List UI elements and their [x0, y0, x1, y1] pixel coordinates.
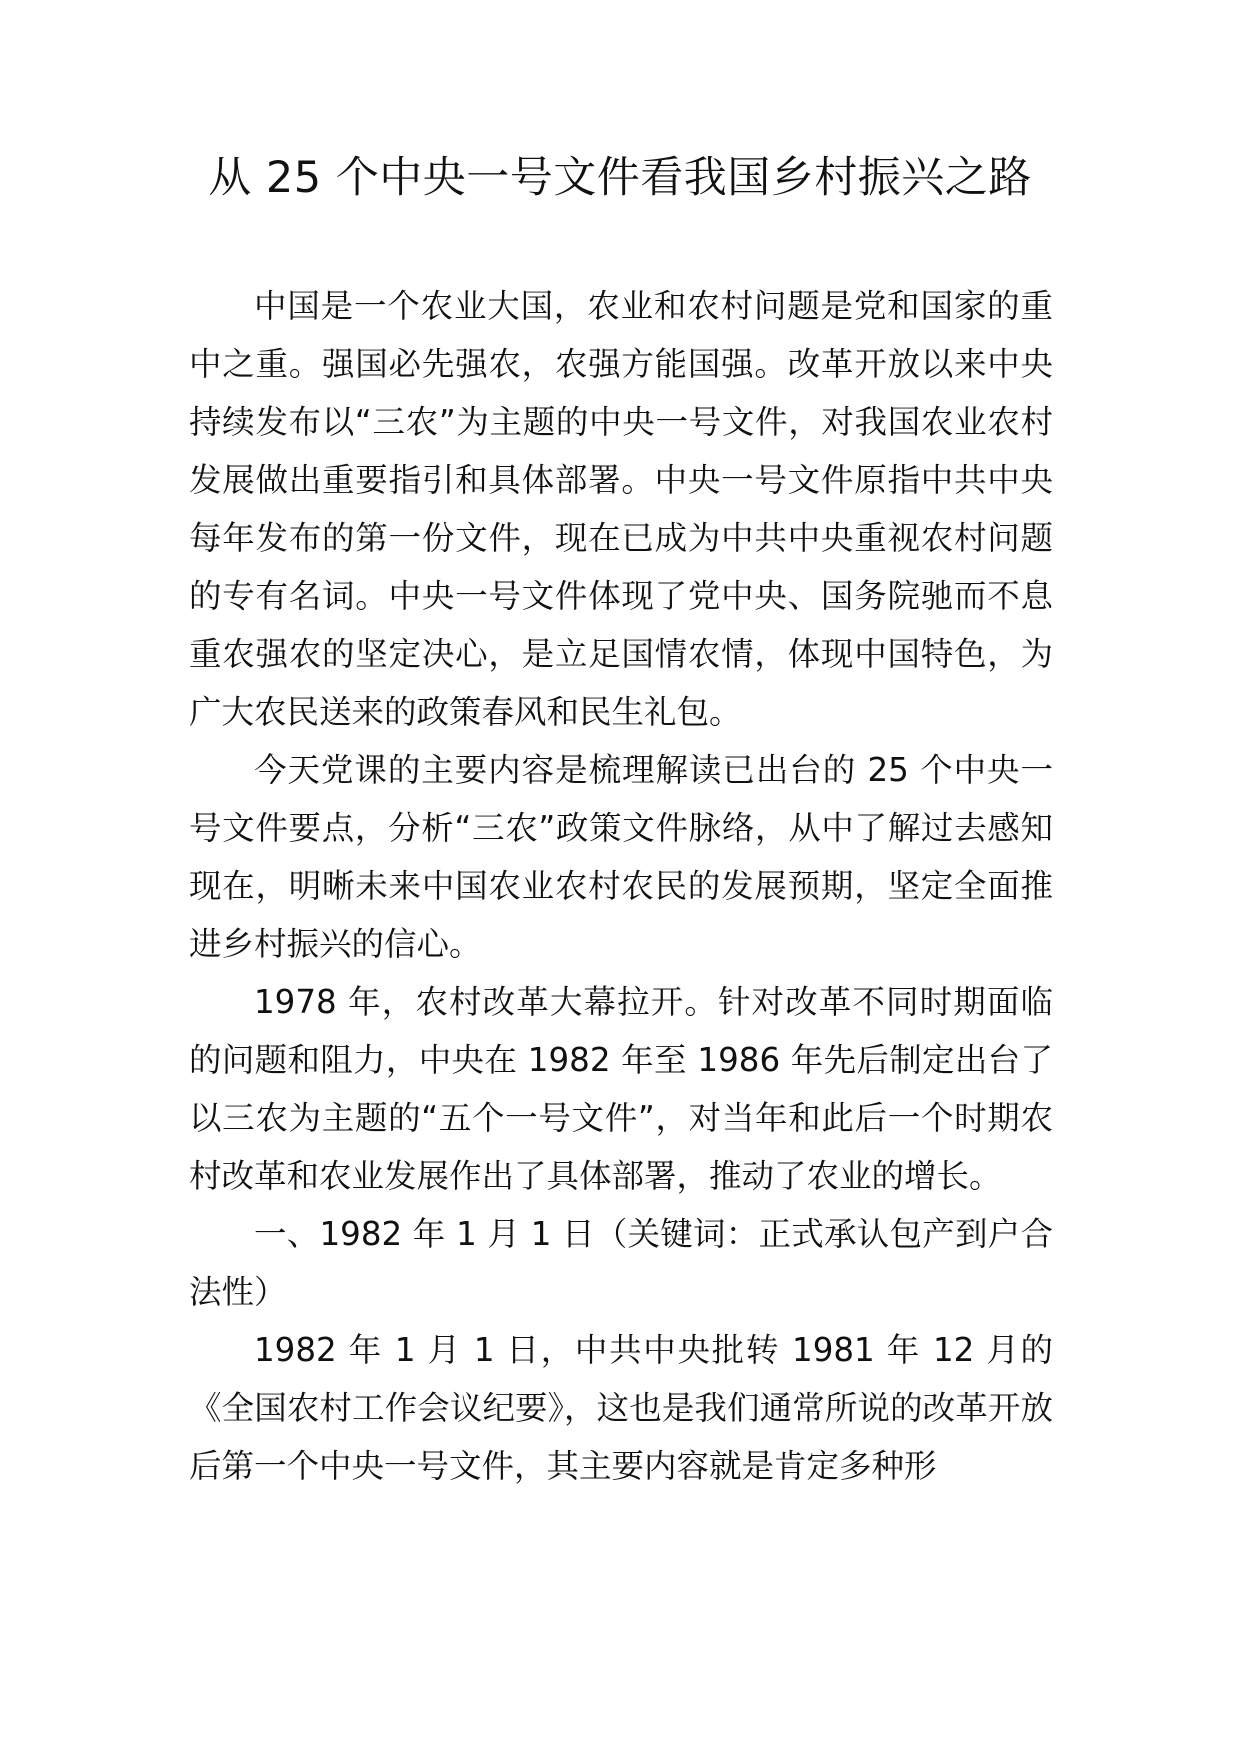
section-heading-1982: 一、1982 年 1 月 1 日（关键词：正式承认包产到户合法性）	[189, 1215, 1053, 1311]
paragraph-1982-document: 1982 年 1 月 1 日，中共中央批转 1981 年 12 月的《全国农村工作会议纪要》，这也是我们通常所说的改革开放后第一个中央一号文件，其主要内容就是肯定多种形	[189, 1331, 1053, 1485]
paragraph-reform-1978: 1978 年，农村改革大幕拉开。针对改革不同时期面临的问题和阻力，中央在 1982 年至 1986 年先后制定出台了以三农为主题的“五个一号文件”，对当年和此后一个时期农村改革和农业发展作出了具体部署，推动了农业的增长。	[189, 983, 1053, 1195]
document-title: 从 25 个中央一号文件看我国乡村振兴之路	[208, 153, 1032, 203]
document-body	[189, 277, 1053, 1495]
paragraph-lesson-content: 今天党课的主要内容是梳理解读已出台的 25 个中央一号文件要点，分析“三农”政策文件脉络，从中了解过去感知现在，明晰未来中国农业农村农民的发展预期，坚定全面推进乡村振兴的信心。	[189, 751, 1053, 963]
paragraph-intro: 中国是一个农业大国，农业和农村问题是党和国家的重中之重。强国必先强农，农强方能国强。改革开放以来中央持续发布以“三农”为主题的中央一号文件，对我国农业农村发展做出重要指引和具体部署。中央一号文件原指中共中央每年发布的第一份文件，现在已成为中共中央重视农村问题的专有名词。中央一号文件体现了党中央、国务院驰而不息重农强农的坚定决心，是立足国情农情，体现中国特色，为广大农民送来的政策春风和民生礼包。	[189, 287, 1053, 731]
